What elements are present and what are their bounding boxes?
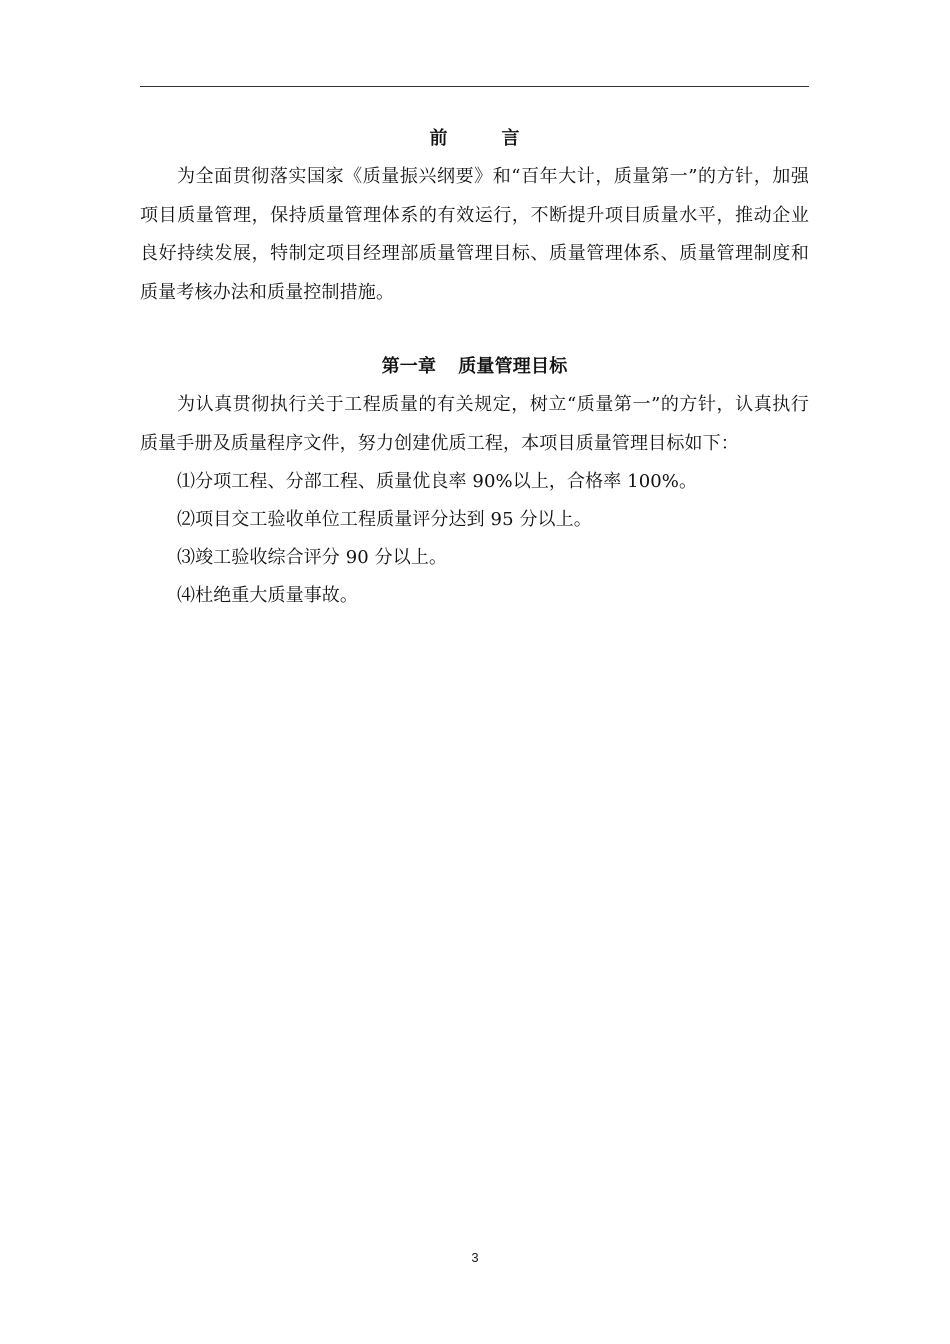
page-number: 3 xyxy=(471,1250,479,1265)
header-rule xyxy=(140,86,809,87)
section-spacer xyxy=(140,312,809,348)
preface-paragraph: 为全面贯彻落实国家《质量振兴纲要》和“百年大计，质量第一”的方针，加强项目质量管理，保持质量管理体系的有效运行，不断提升项目质量水平，推动企业良好持续发展，特制定项目经理部质量管理目标、质量管理体系、质量管理制度和质量考核办法和质量控制措施。 xyxy=(140,166,809,303)
preface-title xyxy=(140,120,809,158)
chapter-number: 第一章 xyxy=(381,356,437,377)
goal-item-2: ⑵项目交工验收单位工程质量评分达到 95 分以上。 xyxy=(177,509,592,530)
chapter-name: 质量管理目标 xyxy=(458,356,568,377)
page-content xyxy=(140,120,809,615)
goal-item-1: ⑴分项工程、分部工程、质量优良率 90%以上，合格率 100%。 xyxy=(177,471,698,492)
goal-item-3: ⑶竣工验收综合评分 90 分以上。 xyxy=(177,547,448,568)
chapter-intro-paragraph: 为认真贯彻执行关于工程质量的有关规定，树立“质量第一”的方针，认真执行质量手册及质量程序文件，努力创建优质工程，本项目质量管理目标如下： xyxy=(140,394,809,454)
goal-item-4: ⑷杜绝重大质量事故。 xyxy=(177,585,358,606)
preface-title-left: 前 xyxy=(429,128,448,149)
chapter-title xyxy=(140,348,809,386)
preface-title-right: 言 xyxy=(501,128,520,149)
